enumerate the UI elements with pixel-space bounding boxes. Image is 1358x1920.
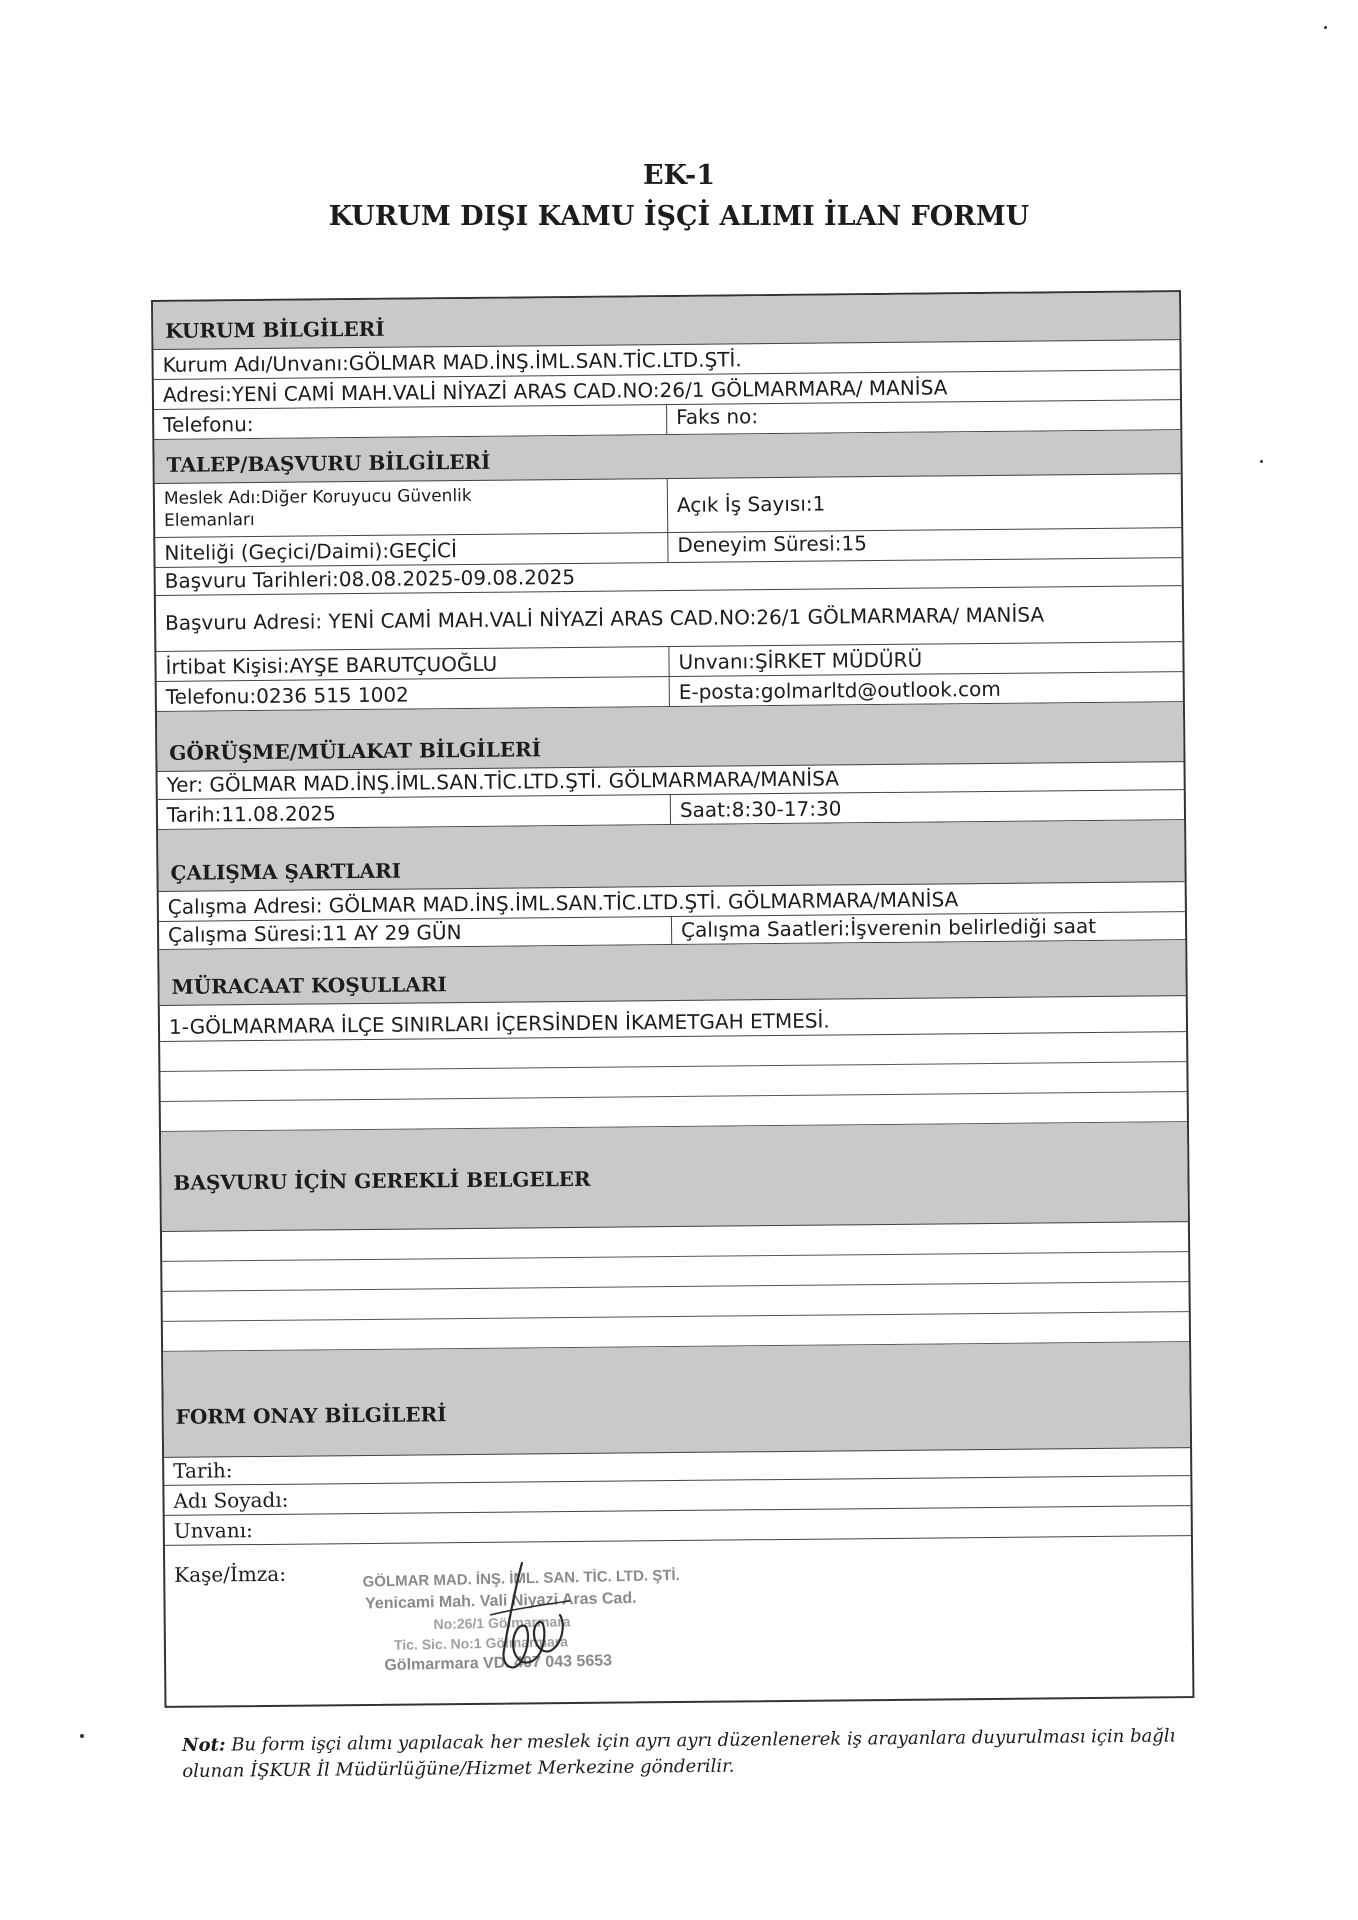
- interview-date: Tarih:11.08.2025: [158, 795, 671, 829]
- section-gorusme-header: GÖRÜŞME/MÜLAKAT BİLGİLERİ: [157, 702, 1184, 772]
- kurum-phone: Telefonu:: [154, 405, 667, 439]
- scan-speck: [80, 1734, 84, 1738]
- kurum-address: Adresi:YENİ CAMİ MAH.VALİ NİYAZİ ARAS CAD.NO:26/1 GÖLMARMARA/ MANİSA: [162, 375, 948, 407]
- experience-period: Deneyim Süresi:15: [677, 531, 868, 557]
- note-label: Not:: [182, 1734, 226, 1756]
- footer-note: [182, 1723, 1232, 1785]
- announcement-form: [151, 290, 1194, 1708]
- scan-speck: [1260, 460, 1263, 463]
- approval-name: Adı Soyadı:: [173, 1487, 289, 1513]
- contact-title: Unvanı:ŞİRKET MÜDÜRÜ: [678, 647, 923, 674]
- section-muracaat-header: MÜRACAAT KOŞULLARI: [159, 940, 1185, 1006]
- contact-phone: Telefonu:0236 515 1002: [157, 677, 670, 711]
- application-address: Başvuru Adresi: YENİ CAMİ MAH.VALİ NİYAZİ ARAS CAD.NO:26/1 GÖLMARMARA/ MANİSA: [164, 601, 1045, 635]
- application-address-row: [156, 586, 1182, 652]
- approval-date: Tarih:: [173, 1458, 233, 1483]
- occupation-name: Meslek Adı:Diğer Koruyucu Güvenlik Elemanları: [155, 479, 668, 537]
- contact-email: E-posta:golmarltd@outlook.com: [678, 676, 1001, 704]
- signature: [470, 1555, 590, 1695]
- contact-person: İrtibat Kişisi:AYŞE BARUTÇUOĞLU: [156, 647, 669, 681]
- section-belgeler-header: BAŞVURU İÇİN GEREKLİ BELGELER: [161, 1122, 1188, 1232]
- note-text: Bu form işçi alımı yapılacak her meslek için ayrı ayrı düzenlenerek iş arayanlara duyurulması için bağlı olunan İŞKUR İl Müdürlüğüne/Hizmet Merkezine gönderilir.: [182, 1725, 1176, 1782]
- section-kurum-header: KURUM BİLGİLERİ: [153, 292, 1179, 350]
- work-hours: Çalışma Saatleri:İşverenin belirlediği saat: [680, 913, 1097, 942]
- section-onay-header: FORM ONAY BİLGİLERİ: [163, 1342, 1190, 1458]
- page-title: KURUM DIŞI KAMU İŞÇİ ALIMI İLAN FORMU: [328, 201, 1030, 232]
- section-talep-header: TALEP/BAŞVURU BİLGİLERİ: [154, 430, 1180, 484]
- work-address: Çalışma Adresi: GÖLMAR MAD.İNŞ.İML.SAN.TİC.LTD.ŞTİ. GÖLMARMARA/MANİSA: [167, 887, 959, 919]
- stamp-line: GÖLMAR MAD. İNŞ. İML. SAN. TİC. LTD. ŞTİ.: [362, 1566, 680, 1591]
- interview-time: Saat:8:30-17:30: [679, 796, 842, 822]
- condition-item-1: 1-GÖLMARMARA İLÇE SINIRLARI İÇERSİNDEN İKAMETGAH ETMESİ.: [168, 1008, 830, 1039]
- stamp-line: Yenicami Mah. Vali Niyazi Aras Cad.: [364, 1589, 637, 1613]
- stamp-line: Gölmarmara VD. 407 043 5653: [384, 1652, 613, 1675]
- open-positions: Açık İş Sayısı:1: [676, 491, 826, 517]
- stamp-line: Tic. Sic. No:1 Gölmarmara: [393, 1633, 569, 1653]
- application-dates: Başvuru Tarihleri:08.08.2025-09.08.2025: [164, 564, 576, 593]
- approval-title: Unvanı:: [173, 1518, 253, 1543]
- page-code: EK-1: [642, 160, 716, 191]
- stamp-line: No:26/1 Gölmarmara: [433, 1613, 571, 1633]
- kurum-name: Kurum Adı/Unvanı:GÖLMAR MAD.İNŞ.İML.SAN.TİC.LTD.ŞTİ.: [162, 347, 742, 377]
- scan-speck: [1324, 26, 1327, 29]
- approval-stamp-signature: Kaşe/İmza:: [174, 1561, 287, 1587]
- interview-place: Yer: GÖLMAR MAD.İNŞ.İML.SAN.TİC.LTD.ŞTİ. GÖLMARMARA/MANİSA: [166, 766, 840, 797]
- section-calisma-header: ÇALIŞMA ŞARTLARI: [158, 820, 1185, 892]
- job-nature: Niteliği (Geçici/Daimi):GEÇİCİ: [155, 533, 668, 567]
- work-duration: Çalışma Süresi:11 AY 29 GÜN: [159, 917, 672, 949]
- talep-occupation-row: [155, 474, 1181, 538]
- kurum-fax: Faks no:: [676, 404, 759, 429]
